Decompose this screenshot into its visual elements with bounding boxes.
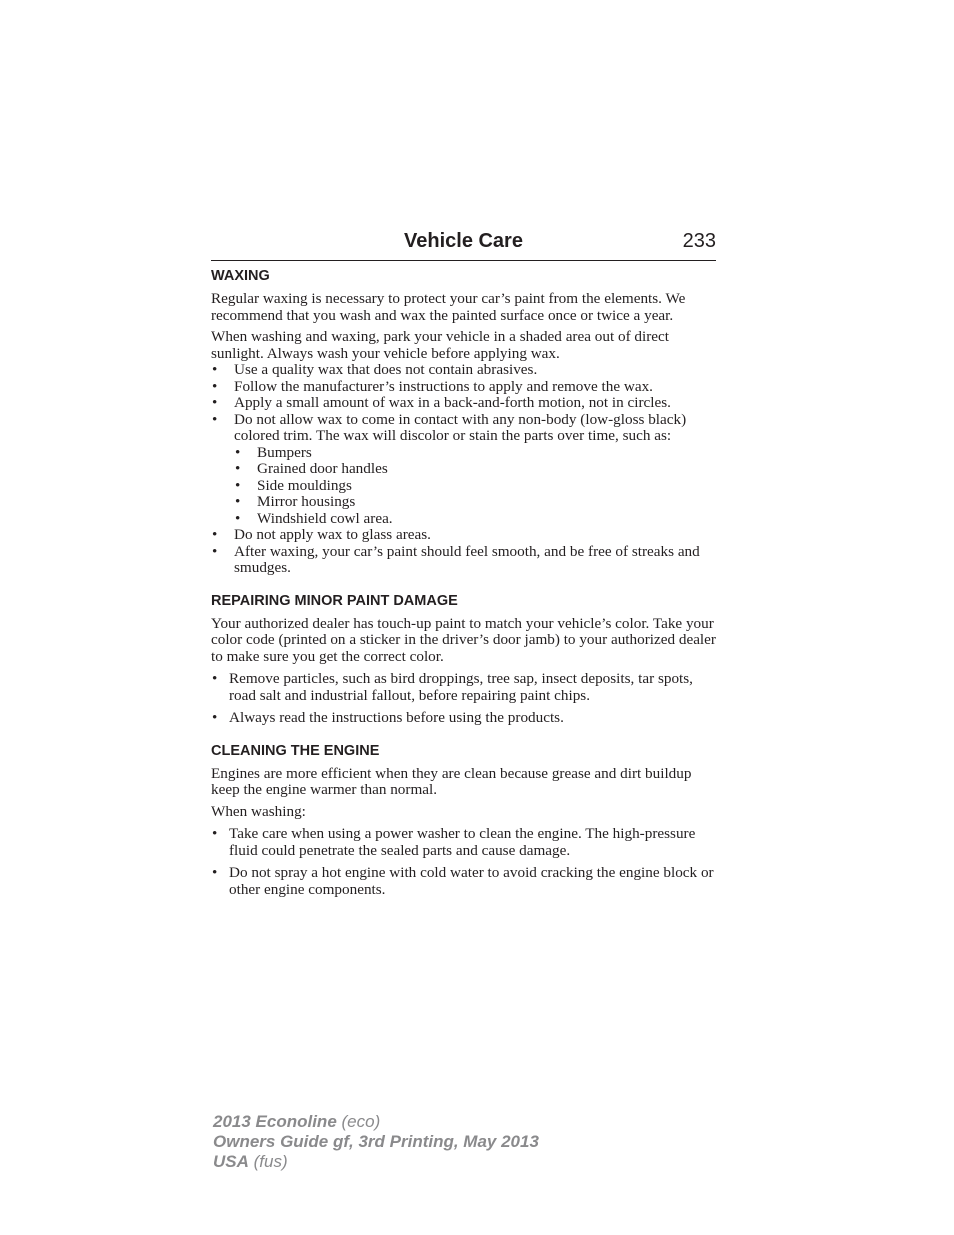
list-item: • Always read the instructions before using the products. — [211, 710, 716, 727]
waxing-paragraph-1: Regular waxing is necessary to protect your car’s paint from the elements. We recommend that you wash and wax the painted surface once or twice a year. — [211, 290, 686, 324]
paint-damage-heading: REPAIRING MINOR PAINT DAMAGE — [211, 592, 458, 609]
page-content — [211, 266, 716, 898]
section-title: Vehicle Care — [404, 230, 523, 252]
list-item: • Do not spray a hot engine with cold water to avoid cracking the engine block or other engine components. — [211, 865, 716, 898]
list-item: • Do not allow wax to come in contact with any non-body (low-gloss black) colored trim. The wax will discolor or stain the parts over time, such as: • Bumpers • Grained door handles • Side mouldings • Mirror housings • Windshield cowl area. — [211, 412, 716, 528]
footer-guide-line: Owners Guide gf, 3rd Printing, May 2013 — [213, 1132, 539, 1151]
list-item: • Take care when using a power washer to clean the engine. The high-pressure fluid could penetrate the sealed parts and cause damage. — [211, 826, 716, 859]
waxing-bullet-list — [211, 362, 716, 577]
engine-paragraph-2: When washing: — [211, 802, 306, 820]
list-item: • Bumpers — [234, 445, 716, 462]
cleaning-engine-heading: CLEANING THE ENGINE — [211, 742, 380, 759]
page-number: 233 — [682, 230, 716, 252]
trim-parts-list — [234, 445, 716, 528]
list-item: • Mirror housings — [234, 494, 716, 511]
list-item: • Do not apply wax to glass areas. — [211, 527, 716, 544]
list-item: • Side mouldings — [234, 478, 716, 495]
waxing-heading: WAXING — [211, 268, 270, 284]
list-item: • Windshield cowl area. — [234, 511, 716, 528]
waxing-paragraph-2: When washing and waxing, park your vehicle in a shaded area out of direct sunlight. Always wash your vehicle before applying wax. — [211, 328, 669, 362]
list-item: • After waxing, your car’s paint should feel smooth, and be free of streaks and smudges. — [211, 544, 716, 577]
list-item: • Grained door handles — [234, 461, 716, 478]
engine-paragraph-1: Engines are more efficient when they are clean because grease and dirt buildup keep the engine warmer than normal. — [211, 764, 692, 798]
page-header — [211, 228, 716, 261]
page-footer — [213, 1112, 539, 1172]
engine-bullet-list — [211, 826, 716, 898]
list-item: • Follow the manufacturer’s instructions to apply and remove the wax. — [211, 379, 716, 396]
list-item: • Remove particles, such as bird droppings, tree sap, insect deposits, tar spots, road salt and industrial fallout, before repairing paint chips. — [211, 671, 716, 704]
footer-model-line: 2013 Econoline (eco) — [213, 1112, 381, 1131]
paint-bullet-list — [211, 671, 716, 727]
footer-market-line: USA (fus) — [213, 1152, 288, 1171]
paint-paragraph-1: Your authorized dealer has touch-up paint to match your vehicle’s color. Take your color code (printed on a sticker in the driver’s door jamb) to your authorized dealer to make sure you get the correct color. — [211, 614, 716, 665]
list-item: • Apply a small amount of wax in a back-and-forth motion, not in circles. — [211, 395, 716, 412]
list-item: • Use a quality wax that does not contain abrasives. — [211, 362, 716, 379]
